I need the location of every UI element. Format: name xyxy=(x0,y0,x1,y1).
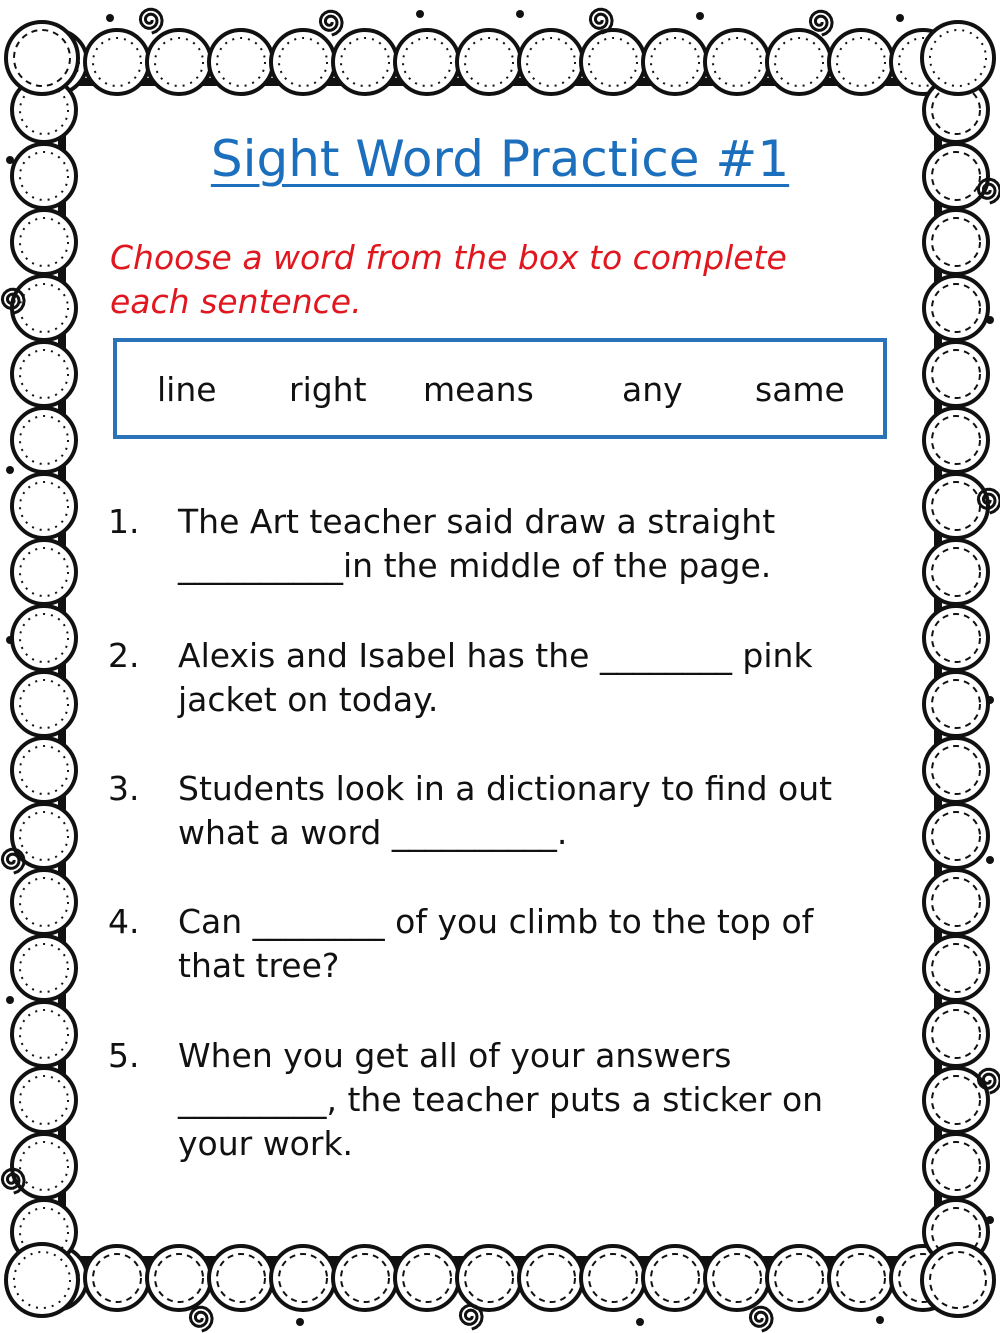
question-line: that tree? xyxy=(178,946,340,985)
question-number: 1. xyxy=(108,502,140,541)
question-line: what a word __________. xyxy=(178,813,568,852)
question-number: 3. xyxy=(108,769,140,808)
question-line: The Art teacher said draw a straight xyxy=(178,502,776,541)
instructions xyxy=(110,236,870,324)
question-line: When you get all of your answers xyxy=(178,1036,732,1075)
word-bank-item[interactable]: means xyxy=(423,370,534,409)
page-title-text: Sight Word Practice #1 xyxy=(210,130,790,188)
question-line: your work. xyxy=(178,1124,354,1163)
word-bank-item[interactable]: any xyxy=(622,370,683,409)
word-bank-item[interactable]: line xyxy=(157,370,217,409)
question-number: 5. xyxy=(108,1036,140,1075)
question-line: __________in the middle of the page. xyxy=(178,546,772,585)
question-number: 2. xyxy=(108,636,140,675)
question-line: _________, the teacher puts a sticker on xyxy=(178,1080,824,1119)
instructions-line-1: Choose a word from the box to complete xyxy=(110,238,787,277)
question-line: Alexis and Isabel has the ________ pink xyxy=(178,636,813,675)
word-bank-item[interactable]: same xyxy=(755,370,845,409)
page-title xyxy=(0,128,1000,190)
instructions-line-2: each sentence. xyxy=(110,282,362,321)
word-bank-box xyxy=(113,338,887,439)
question-line: Students look in a dictionary to find out xyxy=(178,769,833,808)
question-line: Can ________ of you climb to the top of xyxy=(178,902,814,941)
question-line: jacket on today. xyxy=(178,680,439,719)
question-number: 4. xyxy=(108,902,140,941)
word-bank-item[interactable]: right xyxy=(289,370,367,409)
